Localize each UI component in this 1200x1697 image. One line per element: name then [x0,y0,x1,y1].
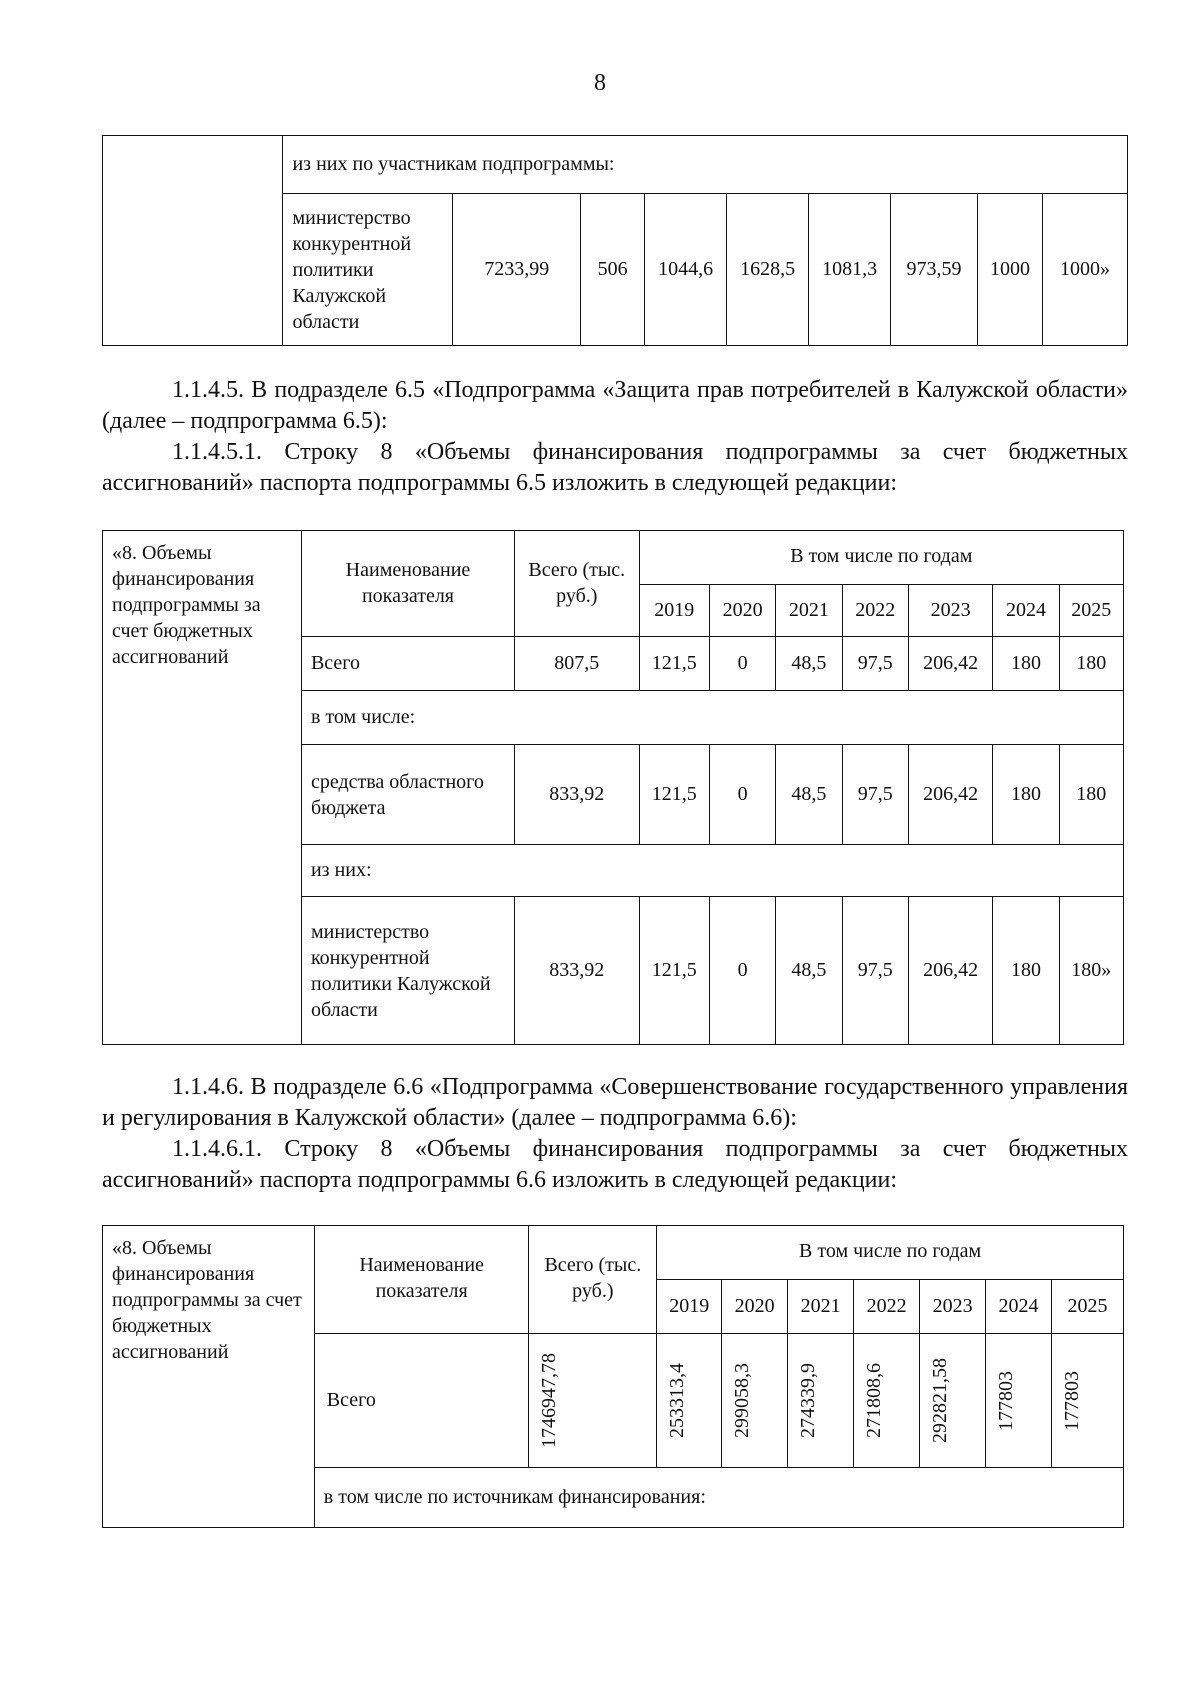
header-total: Всего (тыс. руб.) [529,1226,657,1334]
value-2019: 121,5 [639,637,709,691]
row-name-ministry: министерство конкурентной политики Калужской области [301,897,514,1045]
value-2020: 0 [709,897,775,1045]
row-name-regional-budget: средства областного бюджета [301,745,514,845]
value-total: 833,92 [515,745,640,845]
value-2019: 506 [581,194,645,346]
value-2020-text: 299058,3 [731,1363,754,1438]
value-2020 [722,1334,788,1468]
row-name-ministry: министерство конкурентной политики Калужской области [283,194,453,346]
paragraph-1-1-4-5: 1.1.4.5. В подразделе 6.5 «Подпрограмма «Защита прав потребителей в Калужской области» (далее – подпрограмма 6.5): [102,377,1128,434]
value-2020: 0 [709,637,775,691]
value-2023: 206,42 [908,745,992,845]
header-year: 2021 [776,585,842,637]
value-2023-text: 292821,58 [929,1358,952,1443]
table-subprogram-6-6 [102,1225,1124,1528]
header-indicator-name: Наименование показателя [314,1226,529,1334]
value-2025 [1052,1334,1124,1468]
value-2021: 48,5 [776,637,842,691]
value-2023 [920,1334,986,1468]
value-2020: 0 [709,745,775,845]
value-2021: 48,5 [776,745,842,845]
value-2019 [657,1334,722,1468]
table-subprogram-6-5 [102,530,1124,1045]
header-total: Всего (тыс. руб.) [515,531,640,637]
value-2022 [854,1334,920,1468]
header-year: 2023 [920,1280,986,1334]
paragraph-1-1-4-6-1: 1.1.4.6.1. Строку 8 «Объемы финансирования подпрограммы за счет бюджетных ассигнований» паспорта подпрограммы 6.6 изложить в следующей редакции: [102,1136,1128,1193]
value-2021 [788,1334,854,1468]
page-number: 8 [594,70,606,96]
value-2021: 48,5 [776,897,842,1045]
paragraph-1-1-4-5-1: 1.1.4.5.1. Строку 8 «Объемы финансирования подпрограммы за счет бюджетных ассигнований» паспорта подпрограммы 6.5 изложить в следующей редакции: [102,439,1128,496]
value-2021: 1628,5 [727,194,809,346]
row-label-financing: «8. Объемы финансирования подпрограммы за счет бюджетных ассигнований [103,1226,315,1528]
header-year: 2023 [908,585,992,637]
value-2022: 97,5 [842,897,908,1045]
subheader-including: в том числе: [301,691,1123,745]
value-2019: 121,5 [639,897,709,1045]
value-2019-text: 253313,4 [666,1363,689,1438]
value-2023: 206,42 [908,897,992,1045]
value-2025: 180» [1059,897,1123,1045]
value-2022: 1081,3 [809,194,891,346]
value-2022: 97,5 [842,745,908,845]
header-year: 2020 [709,585,775,637]
value-total: 807,5 [515,637,640,691]
value-2024: 180 [993,637,1059,691]
row-name-total: Всего [301,637,514,691]
value-2024: 180 [993,897,1059,1045]
header-year: 2022 [854,1280,920,1334]
value-total [529,1334,657,1468]
header-year: 2021 [788,1280,854,1334]
value-2024-text: 177803 [995,1370,1018,1431]
value-2024 [986,1334,1052,1468]
header-year: 2020 [722,1280,788,1334]
paragraph-1-1-4-6: 1.1.4.6. В подразделе 6.6 «Подпрограмма «Совершенствование государственного управления и регулирования в Калужской области» (далее – подпрограмма 6.6): [102,1074,1128,1131]
value-total: 833,92 [515,897,640,1045]
header-year: 2022 [842,585,908,637]
empty-cell [103,136,283,346]
value-2020: 1044,6 [645,194,727,346]
subheader-including-sources: в том числе по источникам финансирования: [314,1468,1123,1528]
value-total-text: 1746947,78 [538,1353,561,1448]
header-year: 2019 [639,585,709,637]
row-name-total: Всего [314,1334,529,1468]
value-2023: 973,59 [891,194,978,346]
value-2023: 206,42 [908,637,992,691]
header-indicator-name: Наименование показателя [301,531,514,637]
table-subprogram-continuation [102,135,1128,346]
value-total: 7233,99 [453,194,581,346]
value-2025: 1000» [1042,194,1127,346]
header-year: 2019 [657,1280,722,1334]
value-2025: 180 [1059,637,1123,691]
value-2025-text: 177803 [1061,1370,1084,1431]
subheader-participants: из них по участникам подпрограммы: [283,136,1128,194]
header-year: 2024 [986,1280,1052,1334]
value-2021-text: 274339,9 [797,1363,820,1438]
header-by-years: В том числе по годам [639,531,1123,585]
value-2024: 180 [993,745,1059,845]
value-2024: 1000 [978,194,1043,346]
value-2019: 121,5 [639,745,709,845]
header-year: 2025 [1059,585,1123,637]
subheader-of-them: из них: [301,845,1123,897]
header-year: 2025 [1052,1280,1124,1334]
value-2025: 180 [1059,745,1123,845]
header-year: 2024 [993,585,1059,637]
value-2022-text: 271808,6 [863,1363,886,1438]
row-label-financing: «8. Объемы финансирования подпрограммы за счет бюджетных ассигнований [103,531,302,1045]
header-by-years: В том числе по годам [657,1226,1124,1280]
value-2022: 97,5 [842,637,908,691]
